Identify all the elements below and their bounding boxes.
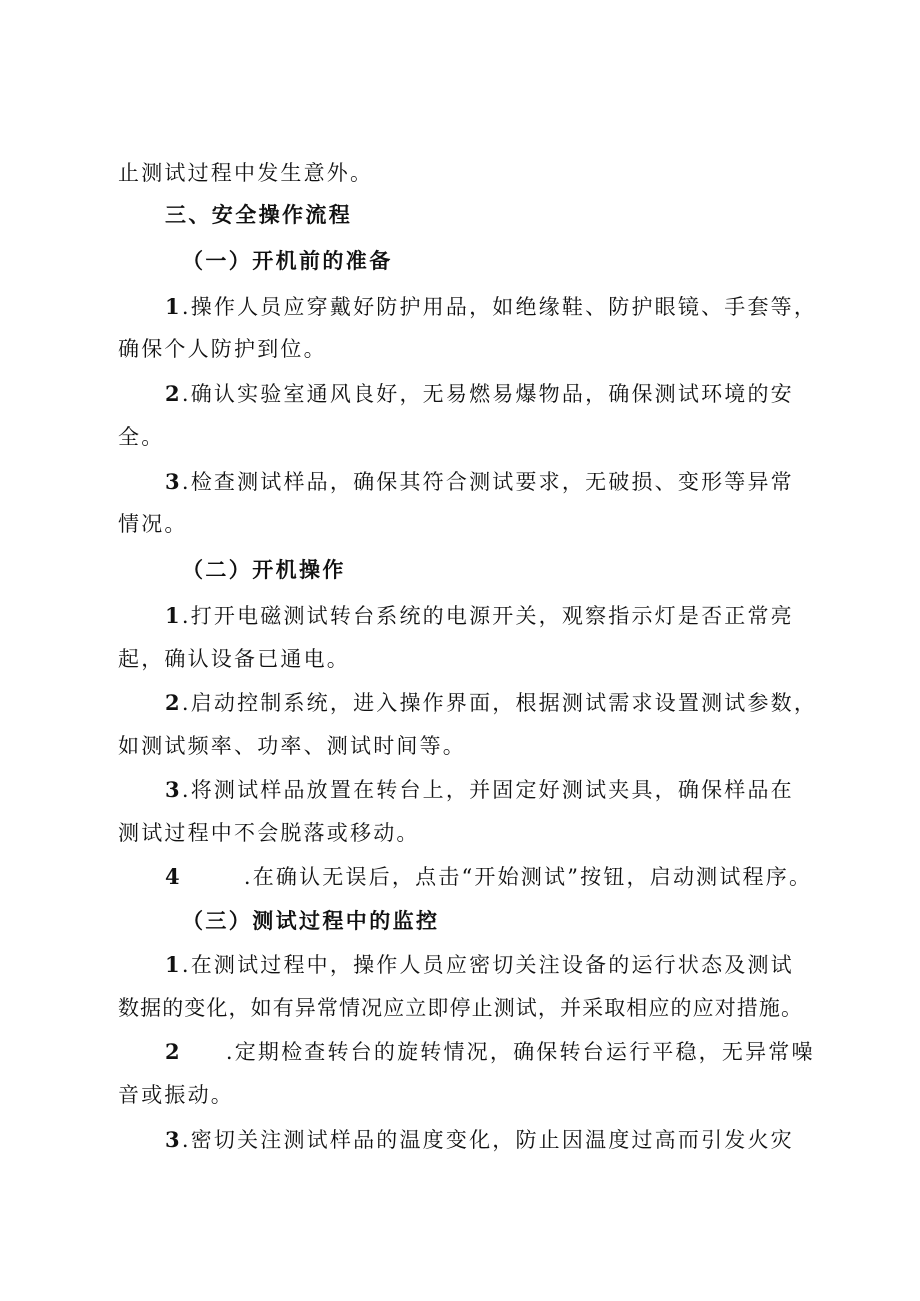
- item-number: 2: [165, 1039, 182, 1064]
- list-item: [165, 467, 794, 497]
- list-item-continuation: 数据的变化，如有异常情况应立即停止测试，并采取相应的应对措施。: [118, 996, 804, 1020]
- item-number: 3: [165, 777, 182, 802]
- list-item-continuation: 全。: [118, 425, 165, 449]
- list-item: [165, 862, 812, 892]
- list-item: [165, 379, 794, 409]
- item-number: 1: [165, 952, 182, 977]
- item-text: .确认实验室通风良好，无易燃易爆物品，确保测试环境的安: [181, 382, 794, 406]
- item-number: 1: [165, 603, 182, 628]
- item-text: .在测试过程中，操作人员应密切关注设备的运行状态及测试: [181, 953, 794, 977]
- item-text: .启动控制系统，进入操作界面，根据测试需求设置测试参数，: [181, 691, 818, 715]
- list-item: [165, 601, 794, 631]
- item-number: 3: [165, 1127, 182, 1152]
- item-text: .密切关注测试样品的温度变化，防止因温度过高而引发火灾: [181, 1128, 794, 1152]
- item-text: .定期检查转台的旋转情况，确保转台运行平稳，无异常噪: [225, 1040, 815, 1064]
- paragraph-continuation: 止测试过程中发生意外。: [118, 161, 374, 185]
- item-number: 3: [165, 469, 182, 494]
- item-number: 2: [165, 690, 182, 715]
- item-text: .将测试样品放置在转台上，并固定好测试夹具，确保样品在: [181, 778, 794, 802]
- list-item: [165, 775, 794, 805]
- item-text: .检查测试样品，确保其符合测试要求，无破损、变形等异常: [181, 470, 794, 494]
- list-item: [165, 292, 817, 322]
- list-item-continuation: 测试过程中不会脱落或移动。: [118, 821, 420, 845]
- item-text: .打开电磁测试转台系统的电源开关，观察指示灯是否正常亮: [181, 604, 794, 628]
- item-number: 4: [165, 864, 182, 889]
- subsection-title-1: （一）开机前的准备: [182, 248, 393, 273]
- subsection-title-2: （二）开机操作: [182, 557, 346, 582]
- list-item: [165, 688, 817, 718]
- list-item-continuation: 确保个人防护到位。: [118, 337, 327, 361]
- list-item: [165, 1037, 815, 1067]
- list-item-continuation: 如测试频率、功率、测试时间等。: [118, 734, 466, 758]
- list-item-continuation: 起，确认设备已通电。: [118, 647, 350, 671]
- list-item-continuation: 音或振动。: [118, 1083, 234, 1107]
- item-text: .操作人员应穿戴好防护用品，如绝缘鞋、防护眼镜、手套等，: [181, 295, 818, 319]
- item-number: 1: [165, 294, 182, 319]
- list-item-continuation: 情况。: [118, 512, 188, 536]
- item-text: .在确认无误后，点击“开始测试”按钮，启动测试程序。: [243, 865, 813, 889]
- list-item: [165, 1125, 794, 1155]
- subsection-title-3: （三）测试过程中的监控: [182, 908, 440, 933]
- list-item: [165, 950, 794, 980]
- section-title: 三、安全操作流程: [165, 202, 353, 227]
- item-number: 2: [165, 381, 182, 406]
